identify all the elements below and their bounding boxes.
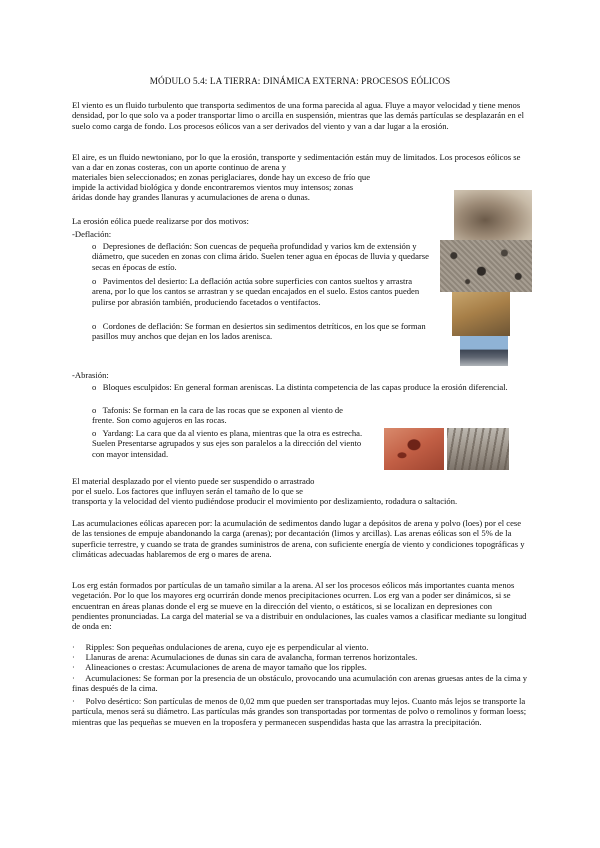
list-item xyxy=(92,241,432,272)
intro-paragraph-2a: El aire, es un fluido newtoniano, por lo que la erosión, transporte y sedimentación están muy de limitados. Los procesos eólicos se van a dar en zonas costeras, con un aporte continuo de arena y xyxy=(72,152,521,173)
list-item xyxy=(72,652,530,662)
list-bullet: o xyxy=(92,405,97,415)
list-item xyxy=(92,382,512,392)
list-item-text: Llanuras de arena: Acumulaciones de dunas sin cara de avalancha, forman terrenos horizontales. xyxy=(85,652,418,662)
list-item xyxy=(72,662,530,672)
list-item-text: Polvo desértico: Son partículas de menos de 0,02 mm que pueden ser transportadas muy lejos. Cuanto más lejos se transporte la partícula, menos será su diámetro. Las partículas más grandes son transportadas por tormentas de polvo o remolinos y forman loess; mientras que las pequeñas se mueven en la troposfera y permanecen suspendidas hasta que las arrastra la precipitación. xyxy=(72,696,527,727)
deflation-label: -Deflación: xyxy=(72,229,112,239)
transport-line-3: transporta y la velocidad del viento pudiéndose producir el movimiento por deslizamiento, rodadura o saltación. xyxy=(72,496,458,506)
yardang-field-photo xyxy=(447,428,509,470)
list-item xyxy=(92,428,367,459)
list-item-text: Yardang: La cara que da al viento es plana, mientras que la otra es estrecha. Suelen Presentarse agrupados y sus ejes son paralelos a la dirección del viento con mayor intensidad. xyxy=(92,428,363,459)
tafoni-rock-photo xyxy=(384,428,444,470)
abrasion-label: -Abrasión: xyxy=(72,370,109,380)
list-item xyxy=(72,696,530,727)
list-item xyxy=(72,642,530,652)
list-bullet: · xyxy=(72,652,75,662)
list-item-text: Pavimentos del desierto: La deflación actúa sobre superficies con cantos sueltos y arrastra arena, por lo que los cantos se arrastran y se quedan encajados en el suelo. Estos cantos pueden pulirse por abrasión también, produciendo facetados o ventifactos. xyxy=(92,276,420,307)
intro-paragraph-2b: materiales bien seleccionados; en zonas periglaciares, donde hay un exceso de frío que xyxy=(72,172,371,182)
list-item-text: Cordones de deflación: Se forman en desiertos sin sedimentos detríticos, en los que se forman pasillos muy anchos que dejan en los lados arenisca. xyxy=(92,321,426,342)
list-item xyxy=(92,405,367,426)
list-bullet: · xyxy=(72,673,75,683)
intro-paragraph-2c: impide la actividad biológica y donde encontraremos vientos muy intensos; zonas xyxy=(72,182,354,192)
list-item-text: Acumulaciones: Se forman por la presencia de un obstáculo, provocando una acumulación con arenas gruesas antes de la cima y finas después de la cima. xyxy=(72,673,528,694)
list-item-text: Ripples: Son pequeñas ondulaciones de arena, cuyo eje es perpendicular al viento. xyxy=(85,642,369,652)
list-item-text: Alineaciones o crestas: Acumulaciones de arena de mayor tamaño que los ripples. xyxy=(85,662,367,672)
list-bullet: o xyxy=(92,382,97,392)
list-item xyxy=(92,321,432,342)
transport-line-2: por el suelo. Los factores que influyen serán el tamaño de lo que se xyxy=(72,486,303,496)
list-item-text: Tafonis: Se forman en la cara de las rocas que se exponen al viento de frente. Son como agujeros en las rocas. xyxy=(92,405,344,426)
erosion-heading: La erosión eólica puede realizarse por dos motivos: xyxy=(72,216,249,226)
list-item-text: Bloques esculpidos: En general forman areniscas. La distinta competencia de las capas produce la erosión diferencial. xyxy=(102,382,508,392)
transport-line-1: El material desplazado por el viento puede ser suspendido o arrastrado xyxy=(72,476,315,486)
intro-paragraph-1: El viento es un fluido turbulento que transporta sedimentos de una forma parecida al agua. Fluye a mayor velocidad y tiene menos densidad, por lo que solo va a poder transportar limo o arcilla en suspensión, mientras que las demás partículas se desplazarán en el suelo como carga de fondo. Los procesos eólicos van a ser derivados del viento y van a dar lugar a la erosión. xyxy=(72,100,524,131)
list-item-text: Depresiones de deflación: Son cuencas de pequeña profundidad y varios km de extensión y diámetro, que suceden en zonas con clima árido. Suelen tener agua en épocas de lluvia y quedarse secas en épocas de estío. xyxy=(92,241,429,272)
desert-depression-photo xyxy=(454,190,532,240)
list-bullet: · xyxy=(72,662,75,672)
list-bullet: o xyxy=(92,276,97,286)
accumulations-paragraph: Las acumulaciones eólicas aparecen por: la acumulación de sedimentos dando lugar a depósitos de arena y polvo (loes) por el cese de las tensiones de empuje abandonando la carga (arenas); por decantación (limos y arcillas). Las arenas eólicas son el 5% de la superficie terrestre, y cuando se trata de grandes suministros de arena, con suficiente energía de viento y condiciones topográficas y climáticas adecuadas hablaremos de erg o mares de arena. xyxy=(72,518,525,559)
ventifact-photo xyxy=(452,292,510,336)
list-bullet: o xyxy=(92,428,97,438)
desert-pavement-photo xyxy=(440,240,532,292)
intro-paragraph-2d: áridas donde hay grandes llanuras y acumulaciones de arena o dunas. xyxy=(72,192,310,202)
list-item xyxy=(72,673,530,694)
list-bullet: · xyxy=(72,642,75,652)
list-item xyxy=(92,276,432,307)
page-title: MÓDULO 5.4: LA TIERRA: DINÁMICA EXTERNA: PROCESOS EÓLICOS xyxy=(149,76,451,86)
erg-paragraph: Los erg están formados por partículas de un tamaño similar a la arena. Al ser los procesos eólicos más importantes cuanta menos vegetación. Por lo que los mayores erg ocurrirán donde menos precipitaciones ocurren. Los erg van a poder ser dinámicos, si se encuentran en áreas planas donde el erg se mueve en la dirección del viento, o estáticos, si se localizan en depresiones con pendientes pronunciadas. La carga del material se va a distribuir en ondulaciones, las cuales vamos a clasificar mediante su longitud de onda en: xyxy=(72,580,527,632)
list-bullet: o xyxy=(92,241,97,251)
deflation-corridor-photo xyxy=(460,336,508,366)
list-bullet: · xyxy=(72,696,75,706)
list-bullet: o xyxy=(92,321,97,331)
